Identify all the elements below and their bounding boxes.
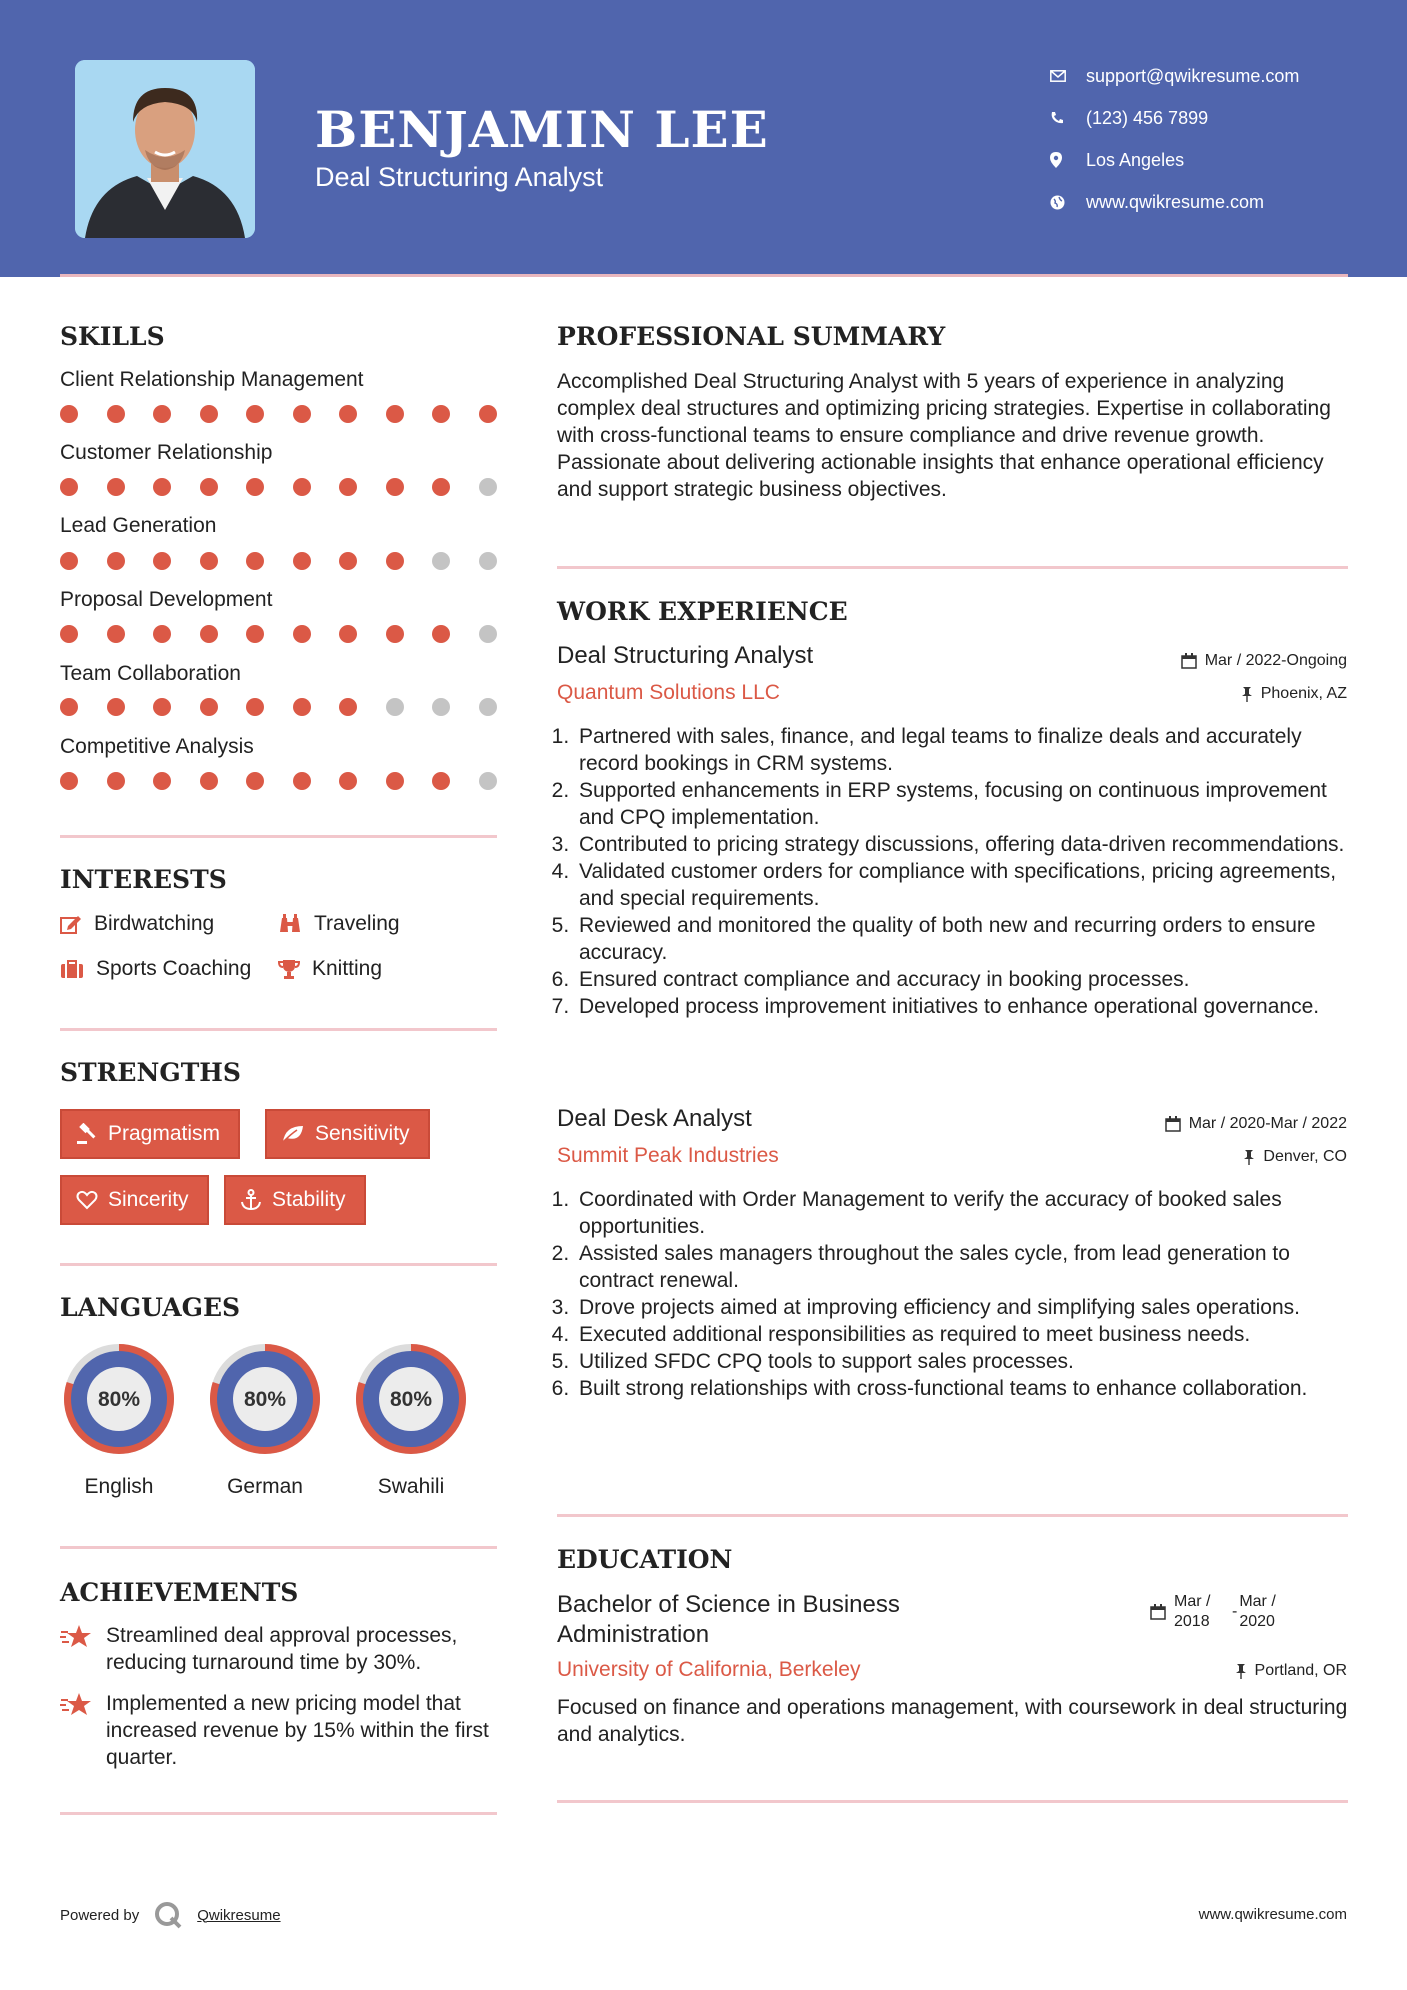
section-divider [60, 1546, 497, 1549]
phone-icon [1050, 111, 1086, 125]
list-item: 6. Built strong relationships with cross-functional teams to enhance collaboration. [575, 1375, 1357, 1402]
list-item: 4. Executed additional responsibilities as required to meet business needs. [575, 1321, 1357, 1348]
skill-dot-filled [339, 478, 357, 496]
skill-dot-filled [107, 405, 125, 423]
skill-dot-filled [339, 772, 357, 790]
skill-dot-empty [432, 552, 450, 570]
calendar-icon [1181, 653, 1197, 669]
skill-dot-filled [60, 552, 78, 570]
contact-website-text: www.qwikresume.com [1086, 191, 1265, 212]
skill-dot-filled [246, 772, 264, 790]
job-dates: Mar / 2020-Mar / 2022 [1165, 1115, 1347, 1133]
skill-dot-filled [246, 552, 264, 570]
skill-rating [60, 552, 500, 570]
degree-title: Bachelor of Science in Business Administration [557, 1591, 900, 1648]
skill-dot-filled [293, 405, 311, 423]
skill-dot-filled [60, 772, 78, 790]
skill-dot-empty [479, 625, 497, 643]
header-divider [60, 274, 1348, 277]
language-label: German [227, 1475, 303, 1498]
contact-phone-text: (123) 456 7899 [1086, 107, 1209, 128]
skill-dot-filled [107, 478, 125, 496]
envelope-icon [1050, 70, 1086, 82]
language-percent: 80% [243, 1388, 287, 1411]
skill-dot-filled [293, 698, 311, 716]
language-chart [59, 1339, 179, 1464]
skill-dot-filled [153, 698, 171, 716]
skill-dot-filled [293, 552, 311, 570]
strength-badge: Pragmatism [60, 1109, 240, 1159]
heart-icon [76, 1190, 98, 1210]
skill-dot-empty [479, 552, 497, 570]
language-label: English [84, 1475, 154, 1498]
list-item: 3. Contributed to pricing strategy discussions, offering data-driven recommendations. [575, 831, 1357, 858]
skill-dot-filled [386, 625, 404, 643]
contact-info [1050, 55, 1299, 223]
star-icon [60, 1624, 92, 1650]
skill-dot-filled [293, 478, 311, 496]
skill-label: Lead Generation [60, 514, 217, 537]
contact-website[interactable] [1050, 181, 1299, 223]
skill-dot-empty [479, 698, 497, 716]
skill-dot-filled [107, 772, 125, 790]
skill-dot-filled [60, 478, 78, 496]
interest-item: Knitting [278, 957, 382, 981]
skill-dot-empty [479, 478, 497, 496]
skill-dot-filled [153, 552, 171, 570]
job-responsibilities [557, 1186, 1357, 1402]
company-name: Summit Peak Industries [557, 1144, 779, 1167]
list-item: 2. Supported enhancements in ERP systems, focusing on continuous improvement and CPQ implementation. [575, 777, 1357, 831]
skill-dot-filled [432, 405, 450, 423]
skill-label: Competitive Analysis [60, 735, 254, 758]
list-item: 5. Reviewed and monitored the quality of both new and recurring orders to ensure accuracy. [575, 912, 1357, 966]
calendar-icon [1165, 1116, 1181, 1132]
achievements-heading: ACHIEVEMENTS [60, 1578, 299, 1607]
binoculars-icon [278, 914, 302, 934]
skill-dot-filled [386, 772, 404, 790]
gavel-icon [76, 1123, 98, 1145]
skill-label: Customer Relationship [60, 441, 273, 464]
section-divider [60, 835, 497, 838]
map-marker-icon [1050, 152, 1086, 168]
skill-dot-filled [246, 478, 264, 496]
star-icon [60, 1692, 92, 1718]
section-divider [60, 1263, 497, 1266]
section-divider [60, 1028, 497, 1031]
footer-url[interactable]: www.qwikresume.com [1198, 1906, 1347, 1923]
skill-dot-filled [432, 772, 450, 790]
skill-dot-filled [200, 698, 218, 716]
company-name: Quantum Solutions LLC [557, 681, 780, 704]
language-percent: 80% [97, 1388, 141, 1411]
achievement-item: Implemented a new pricing model that increased revenue by 15% within the first quarter. [60, 1690, 500, 1771]
strength-badge: Sincerity [60, 1175, 209, 1225]
summary-heading: PROFESSIONAL SUMMARY [557, 322, 946, 351]
job-location: Phoenix, AZ [1241, 685, 1347, 703]
strength-badge: Stability [224, 1175, 366, 1225]
list-item: 2. Assisted sales managers throughout the sales cycle, from lead generation to contract renewal. [575, 1240, 1357, 1294]
skill-dot-filled [246, 625, 264, 643]
education-location: Portland, OR [1235, 1662, 1347, 1680]
contact-location [1050, 139, 1299, 181]
qwikresume-link[interactable]: Qwikresume [197, 1906, 281, 1924]
skill-dot-filled [339, 698, 357, 716]
section-divider [557, 1514, 1348, 1517]
interest-item: Sports Coaching [60, 957, 251, 981]
skill-rating [60, 772, 500, 790]
job-title: Deal Structuring Analyst [557, 642, 814, 669]
list-item: 7. Developed process improvement initiatives to enhance operational governance. [575, 993, 1357, 1020]
skill-dot-filled [153, 405, 171, 423]
skill-dot-filled [107, 698, 125, 716]
skill-label: Proposal Development [60, 588, 273, 611]
list-item: 6. Ensured contract compliance and accuracy in booking processes. [575, 966, 1357, 993]
education-description: Focused on finance and operations management, with coursework in deal structuring and analytics. [557, 1696, 1348, 1746]
skill-dot-filled [386, 478, 404, 496]
language-percent: 80% [389, 1388, 433, 1411]
achievement-item: Streamlined deal approval processes, reducing turnaround time by 30%. [60, 1622, 500, 1676]
skill-dot-filled [153, 478, 171, 496]
skill-label: Client Relationship Management [60, 368, 364, 391]
skill-dot-empty [479, 772, 497, 790]
interests-heading: INTERESTS [60, 865, 227, 894]
summary-text: Accomplished Deal Structuring Analyst with 5 years of experience in analyzing complex deal structures and optimizing pricing strategies. Expertise in collaborating with cross-functional teams to ensure compliance and drive revenue growth. Passionate about delivering actionable insights that enhance operational efficiency and support strategic business objectives. [557, 370, 1331, 501]
section-divider [557, 566, 1348, 569]
education-heading: EDUCATION [557, 1545, 733, 1574]
skill-dot-filled [432, 478, 450, 496]
list-item: 4. Validated customer orders for compliance with specifications, pricing agreements, and special requirements. [575, 858, 1357, 912]
skill-dot-filled [432, 625, 450, 643]
contact-location-text: Los Angeles [1086, 149, 1185, 170]
skill-dot-filled [200, 552, 218, 570]
language-label: Swahili [377, 1475, 445, 1498]
skill-dot-filled [107, 552, 125, 570]
qwikresume-logo-icon [153, 1900, 183, 1930]
pushpin-icon [1241, 686, 1253, 702]
list-item: 3. Drove projects aimed at improving efficiency and simplifying sales operations. [575, 1294, 1357, 1321]
job-responsibilities [557, 723, 1357, 1020]
language-chart [205, 1339, 325, 1464]
briefcase-icon [60, 959, 84, 979]
education-dates: Mar / 2018 - Mar / 2020 [1150, 1592, 1276, 1632]
skill-dot-filled [60, 405, 78, 423]
skill-rating [60, 478, 500, 496]
skill-dot-filled [386, 552, 404, 570]
skill-dot-filled [386, 405, 404, 423]
footer-powered-by: Powered by Qwikresume [60, 1900, 281, 1930]
skills-heading: SKILLS [60, 322, 165, 351]
skill-dot-filled [107, 625, 125, 643]
interest-item: Birdwatching [60, 912, 214, 936]
skill-label: Team Collaboration [60, 662, 241, 685]
job-title: Deal Desk Analyst [557, 1105, 752, 1132]
skill-dot-filled [293, 772, 311, 790]
pushpin-icon [1243, 1149, 1255, 1165]
interest-item: Traveling [278, 912, 400, 936]
candidate-name: BENJAMIN LEE [315, 100, 769, 159]
skill-dot-filled [200, 772, 218, 790]
pushpin-icon [1235, 1663, 1247, 1679]
school-name: University of California, Berkeley [557, 1658, 861, 1681]
skill-dot-empty [386, 698, 404, 716]
globe-icon [1050, 195, 1086, 210]
skill-dot-filled [153, 625, 171, 643]
strengths-heading: STRENGTHS [60, 1058, 241, 1087]
leaf-icon [281, 1124, 305, 1144]
skill-rating [60, 625, 500, 643]
list-item: 5. Utilized SFDC CPQ tools to support sales processes. [575, 1348, 1357, 1375]
skill-dot-filled [246, 698, 264, 716]
contact-email[interactable] [1050, 55, 1299, 97]
job-dates: Mar / 2022-Ongoing [1181, 652, 1347, 670]
section-divider [60, 1812, 497, 1815]
languages-heading: LANGUAGES [60, 1293, 241, 1322]
skill-dot-filled [60, 698, 78, 716]
skill-dot-filled [339, 552, 357, 570]
anchor-icon [240, 1189, 262, 1211]
strength-badge: Sensitivity [265, 1109, 430, 1159]
skill-dot-filled [200, 478, 218, 496]
contact-email-text: support@qwikresume.com [1086, 65, 1300, 86]
job-location: Denver, CO [1243, 1148, 1347, 1166]
skill-dot-filled [246, 405, 264, 423]
skill-dot-filled [479, 405, 497, 423]
skill-dot-filled [200, 625, 218, 643]
section-divider [557, 1800, 1348, 1803]
skill-rating [60, 405, 500, 423]
contact-phone[interactable] [1050, 97, 1299, 139]
skill-dot-filled [200, 405, 218, 423]
skill-dot-filled [60, 625, 78, 643]
experience-heading: WORK EXPERIENCE [557, 597, 848, 626]
trophy-icon [278, 959, 300, 979]
skill-dot-empty [432, 698, 450, 716]
skill-dot-filled [339, 405, 357, 423]
calendar-icon [1150, 1604, 1166, 1620]
skill-dot-filled [293, 625, 311, 643]
candidate-title: Deal Structuring Analyst [315, 162, 604, 192]
skill-rating [60, 698, 500, 716]
profile-photo [75, 60, 255, 238]
list-item: 1. Coordinated with Order Management to verify the accuracy of booked sales opportunities. [575, 1186, 1357, 1240]
language-chart [351, 1339, 471, 1464]
skill-dot-filled [339, 625, 357, 643]
pencil-square-icon [60, 914, 82, 934]
list-item: 1. Partnered with sales, finance, and legal teams to finalize deals and accurately record bookings in CRM systems. [575, 723, 1357, 777]
skill-dot-filled [153, 772, 171, 790]
